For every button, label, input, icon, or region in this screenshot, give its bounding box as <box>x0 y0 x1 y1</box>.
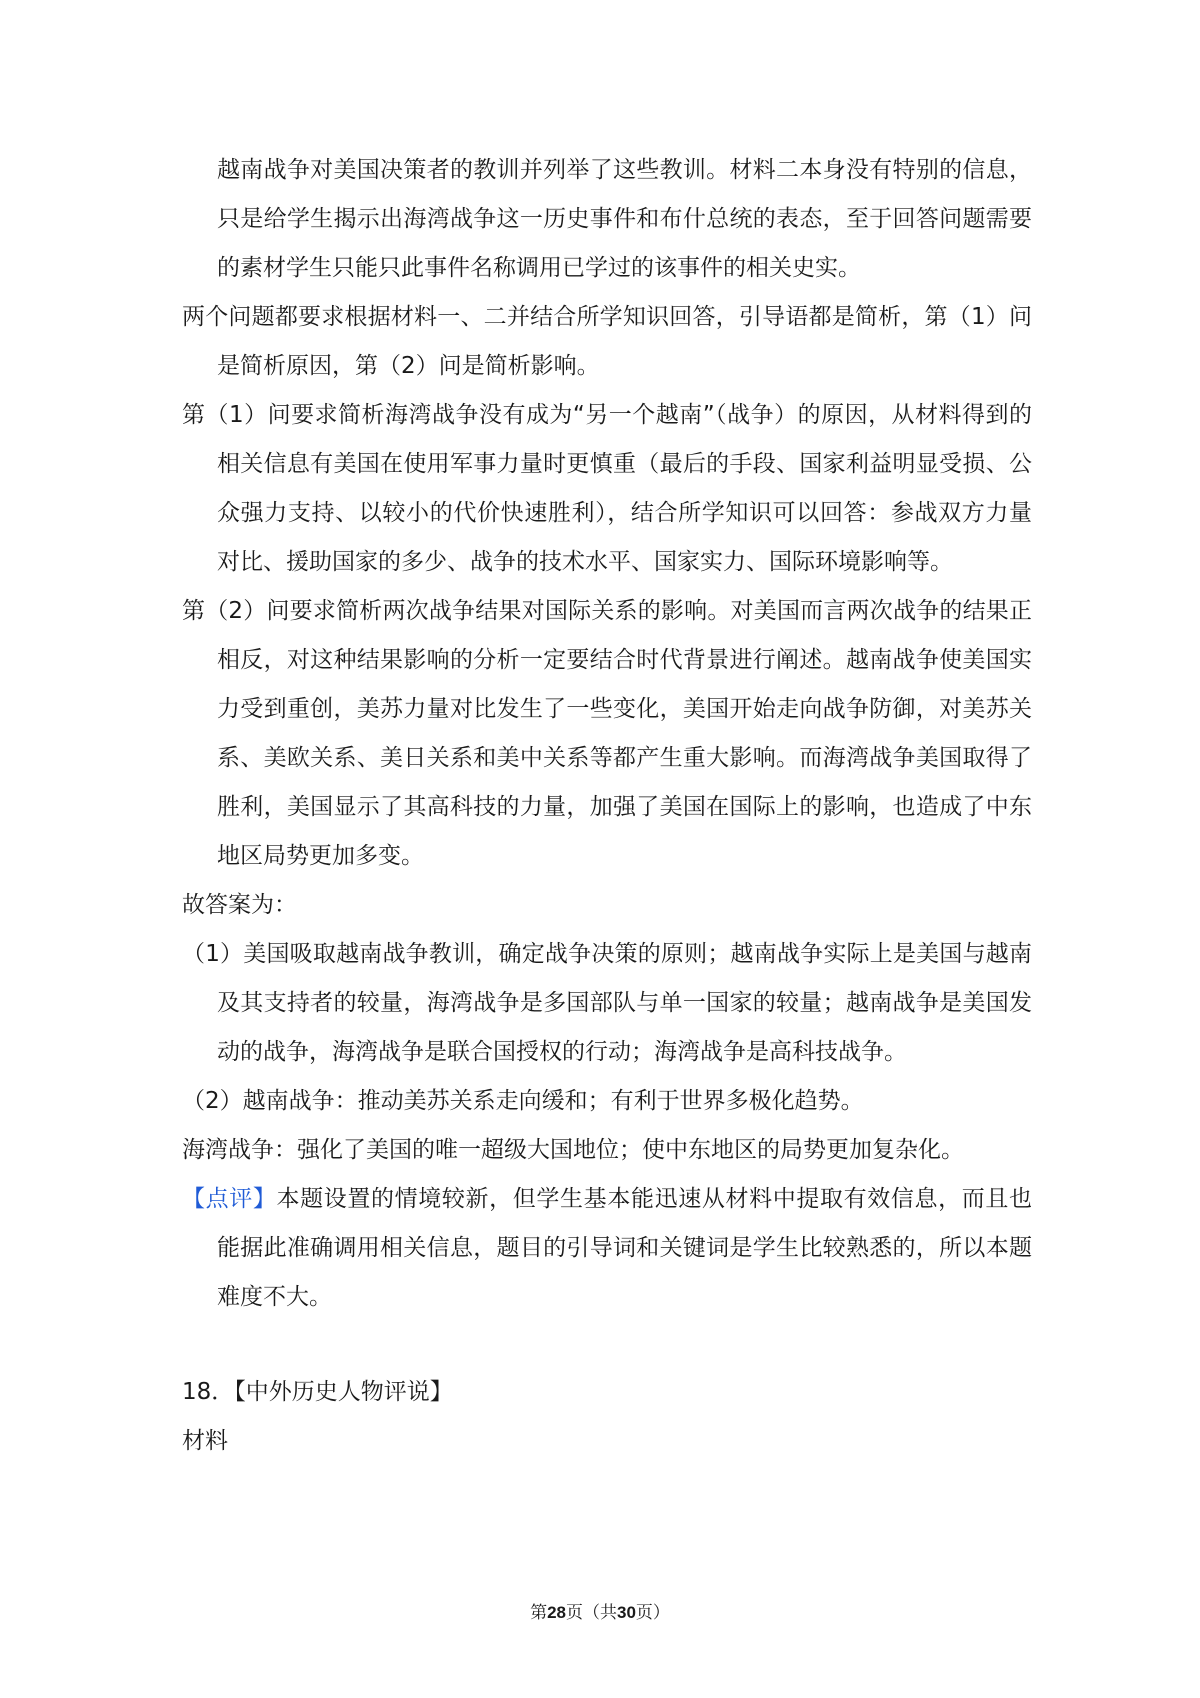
footer-total-pages: 30 <box>617 1603 636 1622</box>
questions-overview: 两个问题都要求根据材料一、二并结合所学知识回答，引导语都是简析，第（1）问是简析原因，第（2）问是简析影响。 <box>182 304 1032 379</box>
question-2-analysis: 第（2）问要求简析两次战争结果对国际关系的影响。对美国而言两次战争的结果正相反，对这种结果影响的分析一定要结合时代背景进行阐述。越南战争使美国实力受到重创，美苏力量对比发生了一些变化，美国开始走向战争防御，对美苏关系、美欧关系、美日关系和美中关系等都产生重大影响。而海湾战争美国取得了胜利，美国显示了其高科技的力量，加强了美国在国际上的影响，也造成了中东地区局势更加多变。 <box>182 598 1032 869</box>
answer-1: （1）美国吸取越南战争教训，确定战争决策的原则；越南战争实际上是美国与越南及其支持者的较量，海湾战争是多国部队与单一国家的较量；越南战争是美国发动的战争，海湾战争是联合国授权的行动；海湾战争是高科技战争。 <box>182 941 1032 1065</box>
footer-suffix: 页） <box>635 1603 670 1623</box>
question-1-analysis: 第（1）问要求简析海湾战争没有成为“另一个越南”（战争）的原因，从材料得到的相关信息有美国在使用军事力量时更慎重（最后的手段、国家利益明显受损、公众强力支持、以较小的代价快速胜利），结合所学知识可以回答：参战双方力量对比、援助国家的多少、战争的技术水平、国家实力、国际环境影响等。 <box>182 402 1032 575</box>
footer-prefix: 第 <box>530 1603 548 1623</box>
section-spacer <box>182 1322 1032 1368</box>
answer-intro: 故答案为： <box>182 892 297 918</box>
page-footer <box>0 1601 1200 1625</box>
comment-text: 本题设置的情境较新，但学生基本能迅速从材料中提取有效信息，而且也能据此准确调用相关信息，题目的引导词和关键词是学生比较熟悉的，所以本题难度不大。 <box>217 1186 1033 1310</box>
analysis-continuation: 越南战争对美国决策者的教训并列举了这些教训。材料二本身没有特别的信息，只是给学生揭示出海湾战争这一历史事件和布什总统的表态，至于回答问题需要的素材学生只能只此事件名称调用已学过的该事件的相关史实。 <box>217 157 1032 281</box>
footer-current-page: 28 <box>547 1603 566 1622</box>
footer-middle: 页（共 <box>566 1603 617 1623</box>
question-18-title: 18．【中外历史人物评说】 <box>182 1379 453 1405</box>
question-18-material-label: 材料 <box>182 1428 228 1454</box>
answer-2: （2）越南战争：推动美苏关系走向缓和；有利于世界多极化趋势。 <box>182 1088 864 1114</box>
answer-3: 海湾战争：强化了美国的唯一超级大国地位；使中东地区的局势更加复杂化。 <box>182 1137 964 1163</box>
page-content <box>182 146 1032 1466</box>
comment-tag: 【点评】 <box>182 1186 277 1212</box>
comment-paragraph <box>182 1175 1032 1322</box>
